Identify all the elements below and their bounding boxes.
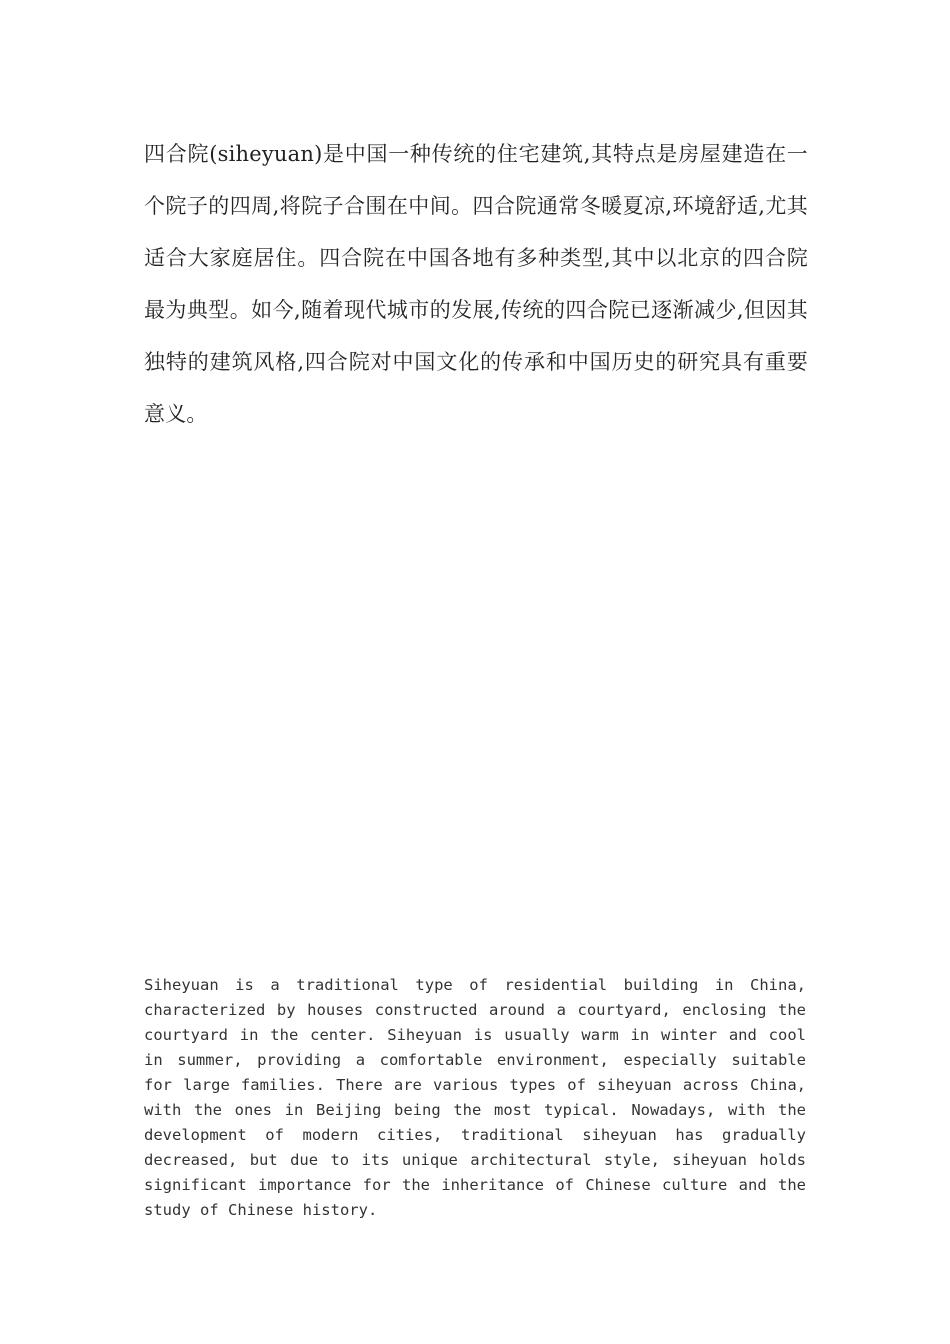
english-paragraph: Siheyuan is a traditional type of residential building in China, characterized by houses constructed around a courtyard, enclosing the courtyard in the center. Siheyuan is usually warm in winter and cool in summer, providing a comfortable environment, especially suitable for large families. There are various types of siheyuan across China, with the ones in Beijing being the most typical. Nowadays, with the development of modern cities, traditional siheyuan has gradually decreased, but due to its unique architectural style, siheyuan holds significant importance for the inheritance of Chinese culture and the study of Chinese history. (144, 976, 806, 1219)
chinese-paragraph: 四合院(siheyuan)是中国一种传统的住宅建筑,其特点是房屋建造在一个院子的四周,将院子合围在中间。四合院通常冬暖夏凉,环境舒适,尤其适合大家庭居住。四合院在中国各地有多种类型,其中以北京的四合院最为典型。如今,随着现代城市的发展,传统的四合院已逐渐减少,但因其独特的建筑风格,四合院对中国文化的传承和中国历史的研究具有重要意义。 (144, 142, 808, 426)
